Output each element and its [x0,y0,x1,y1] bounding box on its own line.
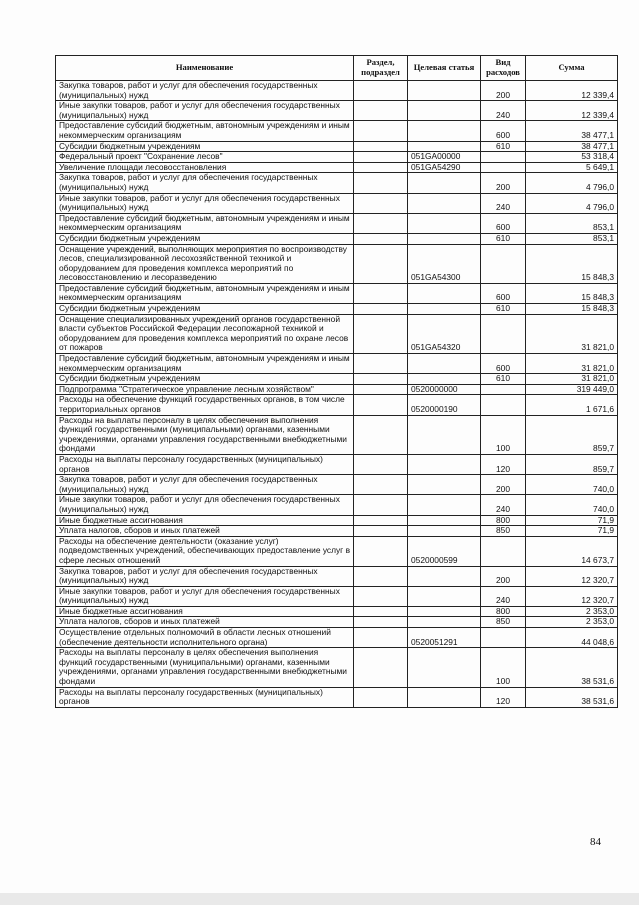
table-row [56,141,618,152]
cell-kind [481,536,526,566]
cell-name: Оснащение специализированных учреждений органов государственной власти субъектов Российской Федерации лесопожарной техникой и оборудованием для проведения комплекса мероприятий по охране лесов от пожаров [56,314,354,353]
cell-name: Оснащение учреждений, выполняющих мероприятия по воспроизводству лесов, специализированной лесохозяйственной техникой и оборудованием для проведения комплекса мероприятий по лесовосстановлению и лесоразведению [56,244,354,283]
cell-name: Расходы на выплаты персоналу в целях обеспечения выполнения функций государственными (муниципальными) органами, казенными учреждениями, органами управления государственными внебюджетными фондами [56,415,354,454]
cell-target [408,101,481,121]
cell-sum: 38 531,6 [526,687,618,707]
table-row [56,304,618,315]
cell-name: Субсидии бюджетным учреждениям [56,304,354,315]
cell-name: Иные бюджетные ассигнования [56,606,354,617]
cell-section [354,586,408,606]
cell-section [354,213,408,233]
cell-section [354,475,408,495]
table-row [56,495,618,515]
cell-name: Федеральный проект "Сохранение лесов" [56,152,354,163]
table-row [56,374,618,385]
cell-sum: 71,9 [526,515,618,526]
cell-sum: 12 339,4 [526,81,618,101]
cell-target: 0520000190 [408,395,481,415]
cell-name: Предоставление субсидий бюджетным, автономным учреждениям и иным некоммерческим организациям [56,354,354,374]
page-number: 84 [590,836,601,848]
cell-kind: 200 [481,81,526,101]
scan-edge [0,893,639,905]
cell-name: Иные закупки товаров, работ и услуг для обеспечения государственных (муниципальных) нужд [56,495,354,515]
cell-section [354,233,408,244]
table-row [56,454,618,474]
cell-section [354,101,408,121]
cell-sum: 31 821,0 [526,374,618,385]
table-row [56,384,618,395]
cell-name: Подпрограмма "Стратегическое управление лесным хозяйством" [56,384,354,395]
cell-target [408,515,481,526]
cell-kind: 200 [481,475,526,495]
table-row [56,314,618,353]
cell-sum: 2 353,0 [526,617,618,628]
cell-sum: 31 821,0 [526,354,618,374]
cell-section [354,395,408,415]
cell-sum: 859,7 [526,454,618,474]
cell-name: Увеличение площади лесовосстановления [56,162,354,173]
table-row [56,475,618,495]
cell-name: Субсидии бюджетным учреждениям [56,374,354,385]
table-row [56,283,618,303]
cell-kind: 610 [481,374,526,385]
cell-sum: 15 848,3 [526,304,618,315]
cell-target [408,233,481,244]
cell-sum: 38 477,1 [526,141,618,152]
table-row [56,628,618,648]
cell-section [354,193,408,213]
table-body [56,81,618,708]
cell-sum: 12 320,7 [526,566,618,586]
cell-target: 051GA54320 [408,314,481,353]
table-row [56,152,618,163]
cell-section [354,374,408,385]
cell-target [408,81,481,101]
cell-name: Закупка товаров, работ и услуг для обеспечения государственных (муниципальных) нужд [56,475,354,495]
cell-name: Субсидии бюджетным учреждениям [56,141,354,152]
header-target: Целевая статья [408,56,481,81]
table-header-row [56,56,618,81]
cell-target [408,213,481,233]
cell-section [354,283,408,303]
cell-kind: 600 [481,121,526,141]
cell-target [408,415,481,454]
cell-name: Расходы на обеспечение деятельности (оказание услуг) подведомственных учреждений, обеспечивающих предоставление услуг в сфере лесных отношений [56,536,354,566]
cell-kind: 800 [481,515,526,526]
cell-sum: 853,1 [526,233,618,244]
cell-sum: 740,0 [526,475,618,495]
cell-name: Расходы на выплаты персоналу государственных (муниципальных) органов [56,454,354,474]
cell-section [354,384,408,395]
cell-sum: 38 531,6 [526,648,618,687]
cell-target [408,193,481,213]
cell-section [354,244,408,283]
cell-target [408,454,481,474]
cell-sum: 5 649,1 [526,162,618,173]
table-row [56,395,618,415]
table-row [56,193,618,213]
header-sum: Сумма [526,56,618,81]
cell-target [408,586,481,606]
cell-section [354,304,408,315]
table-row [56,121,618,141]
cell-section [354,354,408,374]
cell-target [408,121,481,141]
cell-section [354,606,408,617]
cell-kind: 120 [481,454,526,474]
cell-kind [481,152,526,163]
cell-kind: 600 [481,213,526,233]
cell-section [354,515,408,526]
cell-target: 0520051291 [408,628,481,648]
cell-kind [481,384,526,395]
cell-sum: 15 848,3 [526,283,618,303]
cell-section [354,566,408,586]
table-row [56,415,618,454]
cell-section [354,162,408,173]
cell-sum: 319 449,0 [526,384,618,395]
table-row [56,354,618,374]
cell-sum: 38 477,1 [526,121,618,141]
cell-sum: 4 796,0 [526,193,618,213]
cell-section [354,141,408,152]
cell-sum: 2 353,0 [526,606,618,617]
cell-sum: 71,9 [526,526,618,537]
cell-section [354,121,408,141]
cell-kind: 240 [481,495,526,515]
cell-name: Закупка товаров, работ и услуг для обеспечения государственных (муниципальных) нужд [56,566,354,586]
cell-kind: 610 [481,304,526,315]
cell-kind: 100 [481,415,526,454]
cell-target: 051GA54300 [408,244,481,283]
cell-name: Уплата налогов, сборов и иных платежей [56,617,354,628]
cell-name: Расходы на обеспечение функций государственных органов, в том числе территориальных органов [56,395,354,415]
cell-kind: 240 [481,586,526,606]
cell-section [354,495,408,515]
cell-section [354,536,408,566]
cell-kind: 850 [481,526,526,537]
cell-sum: 859,7 [526,415,618,454]
cell-name: Предоставление субсидий бюджетным, автономным учреждениям и иным некоммерческим организациям [56,283,354,303]
cell-section [354,81,408,101]
cell-name: Предоставление субсидий бюджетным, автономным учреждениям и иным некоммерческим организациям [56,121,354,141]
cell-target [408,304,481,315]
cell-name: Осуществление отдельных полномочий в области лесных отношений (обеспечение деятельности исполнительного органа) [56,628,354,648]
cell-section [354,617,408,628]
header-kind: Вид расходов [481,56,526,81]
cell-target [408,687,481,707]
cell-kind: 240 [481,101,526,121]
cell-target: 0520000599 [408,536,481,566]
cell-kind: 850 [481,617,526,628]
table-row [56,687,618,707]
cell-section [354,648,408,687]
table-row [56,606,618,617]
cell-sum: 44 048,6 [526,628,618,648]
cell-sum: 740,0 [526,495,618,515]
cell-sum: 12 320,7 [526,586,618,606]
table-row [56,566,618,586]
cell-target [408,617,481,628]
cell-kind: 240 [481,193,526,213]
table-row [56,526,618,537]
cell-kind: 600 [481,283,526,303]
cell-kind: 610 [481,141,526,152]
cell-kind: 600 [481,354,526,374]
cell-kind: 200 [481,566,526,586]
cell-kind: 100 [481,648,526,687]
cell-sum: 12 339,4 [526,101,618,121]
cell-name: Расходы на выплаты персоналу в целях обеспечения выполнения функций государственными (муниципальными) органами, казенными учреждениями, органами управления государственными внебюджетными фондами [56,648,354,687]
cell-target: 051GA54290 [408,162,481,173]
cell-kind [481,162,526,173]
cell-target: 051GA00000 [408,152,481,163]
cell-kind: 200 [481,173,526,193]
cell-section [354,454,408,474]
table-row [56,648,618,687]
cell-name: Субсидии бюджетным учреждениям [56,233,354,244]
cell-sum: 14 673,7 [526,536,618,566]
table-row [56,617,618,628]
table-row [56,536,618,566]
cell-sum: 853,1 [526,213,618,233]
table-row [56,162,618,173]
cell-section [354,687,408,707]
cell-section [354,152,408,163]
cell-name: Предоставление субсидий бюджетным, автономным учреждениям и иным некоммерческим организациям [56,213,354,233]
cell-section [354,415,408,454]
cell-name: Иные закупки товаров, работ и услуг для обеспечения государственных (муниципальных) нужд [56,101,354,121]
table-row [56,213,618,233]
cell-kind [481,314,526,353]
cell-kind: 610 [481,233,526,244]
cell-name: Уплата налогов, сборов и иных платежей [56,526,354,537]
cell-kind [481,395,526,415]
header-name: Наименование [56,56,354,81]
table-row [56,586,618,606]
cell-target [408,354,481,374]
budget-table [55,55,618,708]
cell-target [408,526,481,537]
cell-section [354,173,408,193]
cell-kind [481,244,526,283]
cell-sum: 15 848,3 [526,244,618,283]
cell-target [408,475,481,495]
cell-sum: 1 671,6 [526,395,618,415]
cell-name: Закупка товаров, работ и услуг для обеспечения государственных (муниципальных) нужд [56,173,354,193]
cell-section [354,314,408,353]
cell-target [408,606,481,617]
cell-section [354,526,408,537]
cell-target [408,283,481,303]
cell-kind: 800 [481,606,526,617]
table-row [56,515,618,526]
table-row [56,244,618,283]
cell-target [408,495,481,515]
cell-name: Иные закупки товаров, работ и услуг для обеспечения государственных (муниципальных) нужд [56,193,354,213]
table-row [56,81,618,101]
cell-name: Расходы на выплаты персоналу государственных (муниципальных) органов [56,687,354,707]
cell-kind: 120 [481,687,526,707]
cell-target [408,173,481,193]
table-row [56,233,618,244]
header-section: Раздел, подраздел [354,56,408,81]
cell-name: Закупка товаров, работ и услуг для обеспечения государственных (муниципальных) нужд [56,81,354,101]
cell-sum: 4 796,0 [526,173,618,193]
cell-sum: 53 318,4 [526,152,618,163]
cell-target [408,374,481,385]
cell-target [408,566,481,586]
cell-target [408,648,481,687]
cell-kind [481,628,526,648]
table-row [56,173,618,193]
cell-sum: 31 821,0 [526,314,618,353]
cell-section [354,628,408,648]
table-row [56,101,618,121]
cell-name: Иные закупки товаров, работ и услуг для обеспечения государственных (муниципальных) нужд [56,586,354,606]
cell-target [408,141,481,152]
cell-name: Иные бюджетные ассигнования [56,515,354,526]
cell-target: 0520000000 [408,384,481,395]
